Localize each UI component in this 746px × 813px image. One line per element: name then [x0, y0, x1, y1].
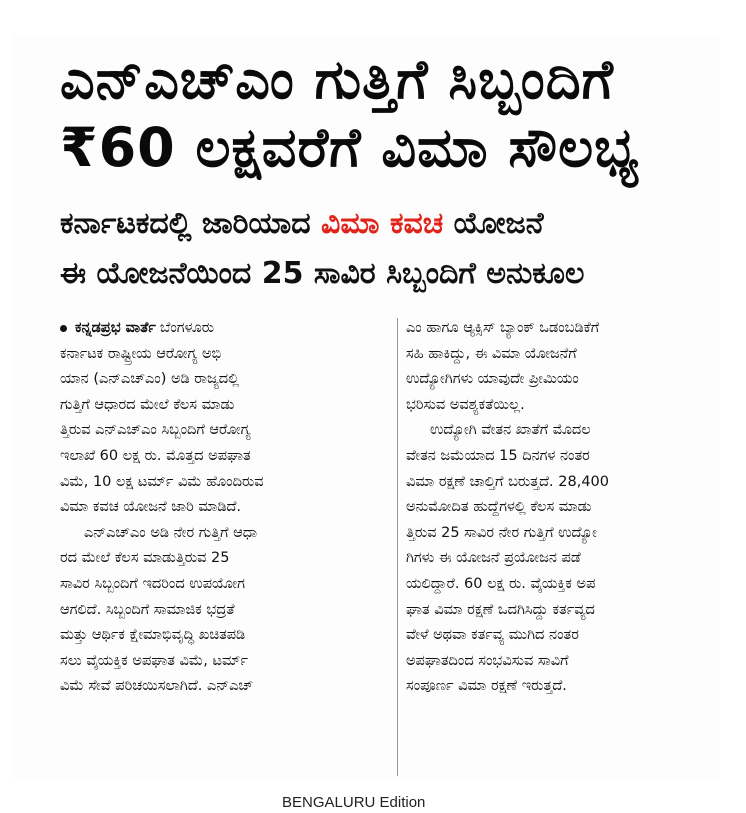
article-line: ವೇಳೆ ಅಥವಾ ಕರ್ತವ್ಯ ಮುಗಿದ ನಂತರ	[406, 627, 579, 644]
article-line: ಎನ್‌ಎಚ್‌ಎಂ ಅಡಿ ನೇರ ಗುತ್ತಿಗೆ ಆಧಾ	[84, 524, 258, 541]
article-line: ವಿಮಾ ರಕ್ಷಣೆ ಚಾಲ್ತಿಗೆ ಬರುತ್ತದೆ. 28,400	[406, 473, 610, 490]
article-line: ಸಲು ವೈಯಕ್ತಿಕ ಅಪಘಾತ ವಿಮೆ, ಟರ್ಮ್	[60, 652, 248, 669]
article-line: ಗಿಗಳು ಈ ಯೋಜನೆ ಪ್ರಯೋಜನ ಪಡೆ	[406, 550, 581, 567]
article-column-right	[406, 316, 731, 700]
article-line: ವಿಮೆ ಸೇವೆ ಪರಿಚಯಿಸಲಾಗಿದೆ. ಎನ್‌ಎಚ್	[60, 678, 254, 695]
left-column-body	[60, 342, 385, 700]
article-line: ಉದ್ಯೋಗಿಗಳು ಯಾವುದೇ ಪ್ರೀಮಿಯಂ	[406, 371, 579, 388]
article-line: ಎಂ ಹಾಗೂ ಆ್ಯಕ್ಸಿಸ್ ಬ್ಯಾಂಕ್ ಒಡಂಬಡಿಕೆಗೆ	[406, 320, 600, 336]
article-line: ವೇತನ ಜಮೆಯಾದ 15 ದಿನಗಳ ನಂತರ	[406, 447, 590, 464]
edition-label: BENGALURU Edition	[282, 794, 426, 811]
article-line: ಆಗಲಿದೆ. ಸಿಬ್ಬಂದಿಗೆ ಸಾಮಾಜಿಕ ಭದ್ರತೆ	[60, 601, 235, 618]
headline-line-1: ಎನ್‌ಎಚ್‌ಎಂ ಗುತ್ತಿಗೆ ಸಿಬ್ಬಂದಿಗೆ	[60, 48, 614, 111]
bullet-icon	[60, 325, 67, 332]
byline-city: ಬೆಂಗಳೂರು	[159, 320, 215, 336]
article-line: ಯಾನ (ಎನ್‌ಎಚ್‌ಎಂ) ಅಡಿ ರಾಜ್ಯದಲ್ಲಿ	[60, 371, 240, 388]
byline	[60, 316, 385, 342]
subheadline-text-before: ಕರ್ನಾಟಕದಲ್ಲಿ ಜಾರಿಯಾದ	[60, 206, 322, 241]
byline-source: ಕನ್ನಡಪ್ರಭ ವಾರ್ತೆ	[75, 320, 156, 336]
subheadline-text-after: ಯೋಜನೆ	[443, 206, 544, 241]
right-column-body	[406, 316, 731, 700]
article-line: ತ್ತಿರುವ 25 ಸಾವಿರ ನೇರ ಗುತ್ತಿಗೆ ಉದ್ಯೋ	[406, 524, 597, 541]
article-line: ಕರ್ನಾಟಕ ರಾಷ್ಟ್ರೀಯ ಆರೋಗ್ಯ ಅಭಿ	[60, 345, 222, 362]
article-line: ಗುತ್ತಿಗೆ ಆಧಾರದ ಮೇಲೆ ಕೆಲಸ ಮಾಡು	[60, 396, 235, 413]
article-line: ಸಂಪೂರ್ಣ ವಿಮಾ ರಕ್ಷಣೆ ಇರುತ್ತದೆ.	[406, 678, 567, 695]
article-column-left	[60, 316, 385, 700]
article-line: ಸಾವಿರ ಸಿಬ್ಬಂದಿಗೆ ಇದರಿಂದ ಉಪಯೋಗ	[60, 575, 245, 592]
article-line: ಯಲಿದ್ದಾರೆ. 60 ಲಕ್ಷ ರು. ವೈಯಕ್ತಿಕ ಅಪ	[406, 575, 596, 592]
article-line: ವಿಮೆ, 10 ಲಕ್ಷ ಟರ್ಮ್ ವಿಮೆ ಹೊಂದಿರುವ	[60, 473, 264, 490]
subheadline-line-2: ಈ ಯೋಜನೆಯಿಂದ 25 ಸಾವಿರ ಸಿಬ್ಬಂದಿಗೆ ಅನುಕೂಲ	[60, 256, 585, 291]
article-line: ಮತ್ತು ಆರ್ಥಿಕ ಕ್ಷೇಮಾಭಿವೃದ್ಧಿ ಖಚಿತಪಡಿ	[60, 627, 246, 644]
article-line: ವಿಮಾ ಕವಚ ಯೋಜನೆ ಜಾರಿ ಮಾಡಿದೆ.	[60, 499, 242, 516]
article-line: ಅಪಘಾತದಿಂದ ಸಂಭವಿಸುವ ಸಾವಿಗೆ	[406, 652, 569, 669]
subheadline-highlight: ವಿಮಾ ಕವಚ	[321, 206, 444, 241]
article-line: ಉದ್ಯೋಗಿ ವೇತನ ಖಾತೆಗೆ ಮೊದಲ	[430, 422, 591, 439]
article-line: ಸಹಿ ಹಾಕಿದ್ದು, ಈ ವಿಮಾ ಯೋಜನೆಗೆ	[406, 345, 577, 362]
column-divider	[397, 318, 398, 776]
subheadline-line-1	[60, 206, 544, 241]
article-line: ಘಾತ ವಿಮಾ ರಕ್ಷಣೆ ಒದಗಿಸಿದ್ದು ಕರ್ತವ್ಯದ	[406, 601, 595, 618]
article-line: ಇಲಾಖೆ 60 ಲಕ್ಷ ರು. ಮೊತ್ತದ ಅಪಘಾತ	[60, 447, 251, 464]
article-line: ತ್ತಿರುವ ಎನ್‌ಎಚ್‌ಎಂ ಸಿಬ್ಬಂದಿಗೆ ಆರೋಗ್ಯ	[60, 422, 251, 439]
article-line: ಭರಿಸುವ ಅವಶ್ಯಕತೆಯಿಲ್ಲ.	[406, 396, 525, 413]
article-line: ರದ ಮೇಲೆ ಕೆಲಸ ಮಾಡುತ್ತಿರುವ 25	[60, 550, 230, 567]
headline-line-2: ₹60 ಲಕ್ಷವರೆಗೆ ವಿಮಾ ಸೌಲಭ್ಯ	[60, 116, 640, 179]
article-line: ಅನುಮೋದಿತ ಹುದ್ದೆಗಳಲ್ಲಿ ಕೆಲಸ ಮಾಡು	[406, 499, 592, 516]
